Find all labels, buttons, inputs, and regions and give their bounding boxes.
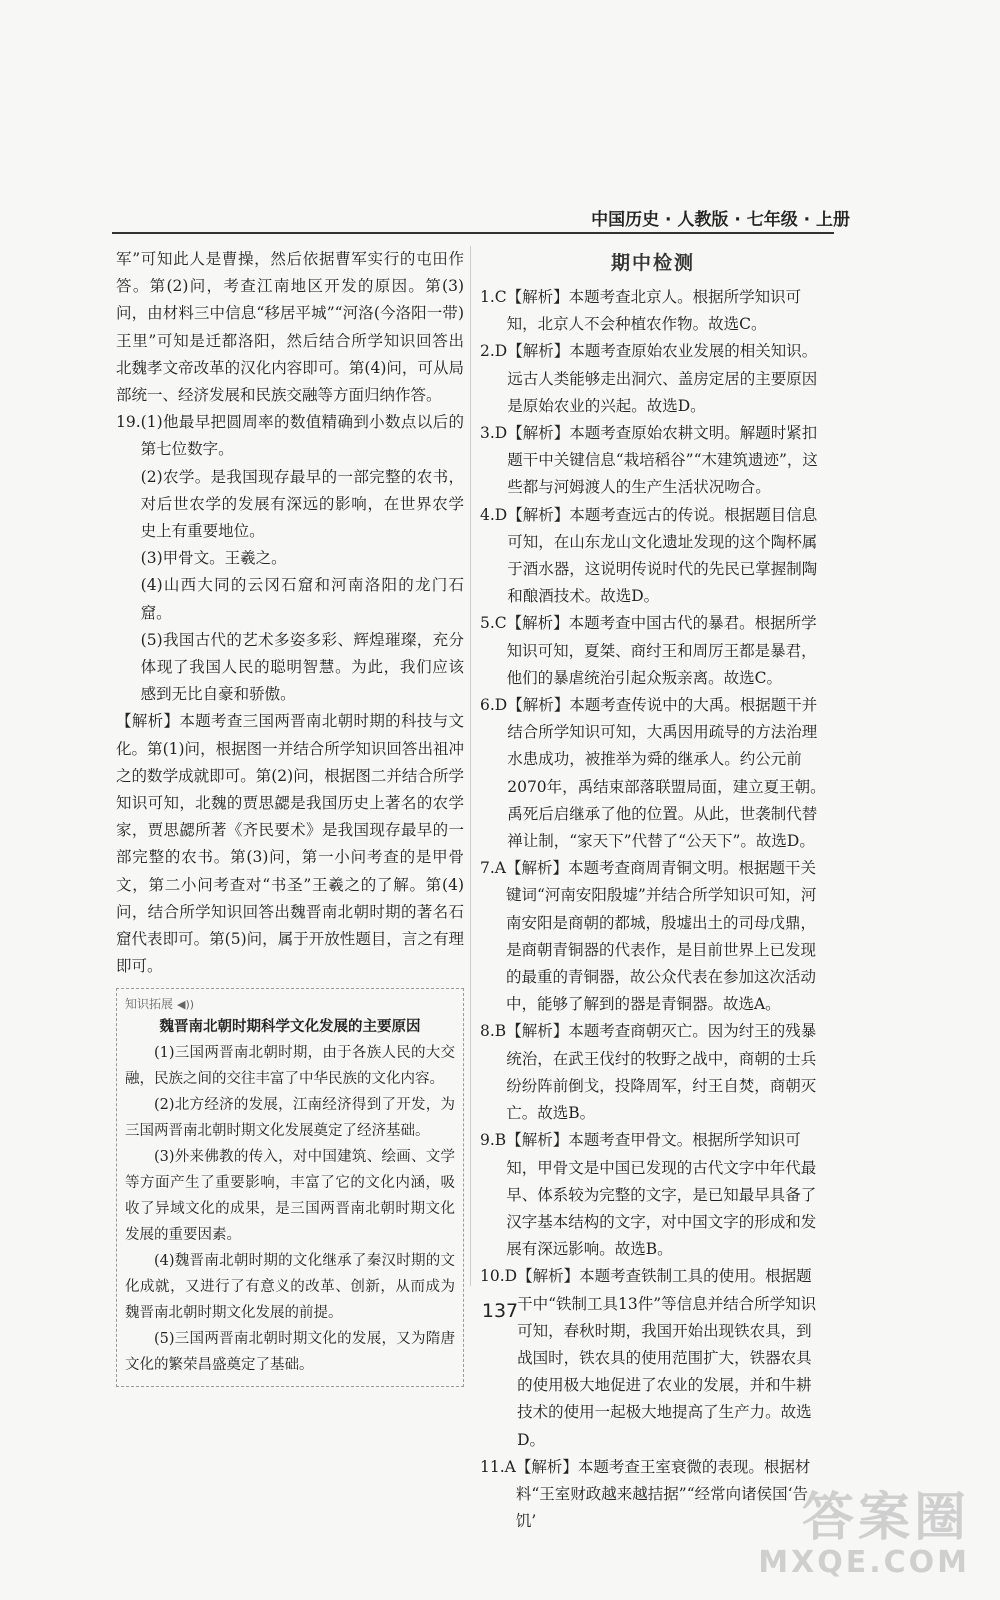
answer-item (480, 284, 826, 338)
answer-item (480, 855, 826, 1018)
column-divider (470, 246, 471, 1286)
knowledge-item-2: (2)北方经济的发展，江南经济得到了开发，为三国两晋南北朝时期文化发展奠定了经济基础。 (125, 1097, 455, 1140)
answer-item (480, 1018, 826, 1127)
left-column (116, 246, 464, 1387)
knowledge-item-5: (5)三国两晋南北朝时期文化的发展，又为隋唐文化的繁荣昌盛奠定了基础。 (125, 1331, 455, 1374)
knowledge-title: 魏晋南北朝时期科学文化发展的主要原因 (159, 1019, 421, 1036)
q19-part-4: (4)山西大同的云冈石窟和河南洛阳的龙门石窟。 (140, 576, 464, 622)
knowledge-item-1: (1)三国两晋南北朝时期，由于各族人民的大交融，民族之间的交往丰富了中华民族的文化内容。 (125, 1045, 455, 1088)
knowledge-box (116, 988, 464, 1387)
answer-item (480, 1263, 826, 1453)
q19-analysis: 【解析】本题考查三国两晋南北朝时期的科技与文化。第(1)问，根据图一并结合所学知识回答出祖冲之的数学成就即可。第(2)问，根据图二并结合所学知识可知，北魏的贾思勰是我国历史上著名的农学家，贾思勰所著《齐民要术》是我国现存最早的一部完整的农书。第(3)问，第一小问考查的是甲骨文，第二小问考查对“书圣”王羲之的了解。第(4)问，结合所学知识回答出魏晋南北朝时期的著名石窟代表即可。第(5)问，属于开放性题目，言之有理即可。 (116, 712, 464, 976)
answer-text: 【解析】本题考查商朝灭亡。因为纣王的残暴统治，在武王伐纣的牧野之战中，商朝的士兵纷纷阵前倒戈，投降周军，纣王自焚，商朝灭亡。故选B。 (506, 1022, 817, 1123)
section-title: 期中检测 (610, 252, 695, 274)
q18-continuation: 军”可知此人是曹操，然后依据曹军实行的屯田作答。第(2)问，考查江南地区开发的原因。第(3)问，由材料三中信息“移居平城”“河洛(今洛阳一带)王里”可知是迁都洛阳，然后结合所学知识回答出北魏孝文帝改革的汉化内容即可。第(4)问，可从局部统一、经济发展和民族交融等方面归纳作答。 (116, 250, 464, 405)
watermark-logo (758, 1490, 970, 1580)
q19-number: 19. (116, 413, 141, 432)
answer-text: 【解析】本题考查远古的传说。根据题目信息可知，在山东龙山文化遗址发现的这个陶杯属于酒水器，这说明传说时代的先民已掌握制陶和酿酒技术。故选D。 (507, 505, 818, 606)
answer-item (480, 1127, 826, 1263)
answer-number: 9.B (480, 1131, 507, 1150)
answer-item (480, 502, 826, 611)
answer-item (480, 338, 826, 420)
answer-number: 1.C (480, 288, 507, 306)
q19-part-5: (5)我国古代的艺术多姿多彩、辉煌璀璨，充分体现了我国人民的聪明智慧。为此，我们应该感到无比自豪和骄傲。 (140, 630, 464, 704)
page-header: 中国历史 · 人教版 · 七年级 · 上册 (591, 210, 850, 230)
answer-number: 11.A (480, 1457, 516, 1476)
q19-answer (116, 409, 464, 708)
q19-part-3: (3)甲骨文。王羲之。 (140, 549, 287, 568)
answer-item (480, 610, 826, 692)
q19-part-1: (1)他最早把圆周率的数值精确到小数点以后的第七位数字。 (140, 413, 464, 459)
knowledge-item-3: (3)外来佛教的传入，对中国建筑、绘画、文学等方面产生了重要影响，丰富了它的文化内涵，吸收了异域文化的成果，是三国两晋南北朝时期文化发展的重要因素。 (125, 1149, 455, 1244)
page-number: 137 (481, 1300, 519, 1322)
answer-text: 【解析】本题考查商周青铜文明。根据题干关键词“河南安阳殷墟”并结合所学知识可知，河南安阳是商朝的都城，殷墟出土的司母戊鼎，是商朝青铜器的代表作，是目前世界上已发现的最重的青铜器，故公众代表在参加这次活动中，能够了解到的器是青铜器。故选A。 (505, 859, 817, 1014)
answer-text: 【解析】本题考查王室衰微的表现。根据材料“王室财政越来越拮据”“经常向诸侯国‘告饥’ (515, 1457, 811, 1531)
answer-text: 【解析】本题考查原始农耕文明。解题时紧扣题干中关键信息“栽培稻谷”“木建筑遗迹”，这些都与河姆渡人的生产生活状况吻合。 (507, 424, 818, 497)
knowledge-tag-label: 知识拓展 (125, 997, 174, 1012)
watermark-text: 答案圈 (801, 1488, 970, 1548)
watermark-url: MXQE.COM (758, 1545, 970, 1580)
answer-number: 8.B (480, 1022, 507, 1041)
answer-text: 【解析】本题考查中国古代的暴君。根据所学知识可知，夏桀、商纣王和周厉王都是暴君，他们的暴虐统治引起众叛亲离。故选C。 (506, 614, 817, 687)
answer-number: 3.D (480, 424, 508, 443)
answer-number: 6.D (480, 696, 508, 715)
answer-number: 5.C (480, 614, 507, 633)
answer-item (480, 420, 826, 502)
answer-item (480, 692, 826, 855)
header-rule (112, 232, 834, 234)
q19-body (141, 409, 464, 708)
answer-text: 【解析】本题考查北京人。根据所学知识可知，北京人不会种植农作物。故选C。 (506, 288, 802, 334)
answer-number: 7.A (480, 859, 506, 878)
right-column (480, 246, 826, 1535)
speaker-icon: ◀︎)) (177, 998, 195, 1012)
q19-part-2: (2)农学。是我国现存最早的一部完整的农书，对后世农学的发展有深远的影响，在世界农学史上有重要地位。 (140, 467, 464, 541)
answer-text: 【解析】本题考查传说中的大禹。根据题干并结合所学知识可知，大禹因用疏导的方法治理水患成功，被推举为舜的继承人。约公元前2070年，禹结束部落联盟局面，建立夏王朝。禹死后启继承了他的位置。从此，世袭制代替禅让制，“家天下”代替了“公天下”。故选D。 (507, 696, 826, 851)
answer-number: 4.D (480, 505, 508, 524)
answer-number: 2.D (480, 342, 508, 361)
knowledge-item-4: (4)魏晋南北朝时期的文化继承了秦汉时期的文化成就，又进行了有意义的改革、创新，从而成为魏晋南北朝时期文化发展的前提。 (125, 1253, 455, 1322)
answer-text: 【解析】本题考查铁制工具的使用。根据题干中“铁制工具13件”等信息并结合所学知识可知，春秋时期，我国开始出现铁农具，到战国时，铁农具的使用范围扩大，铁器农具的使用极大地促进了农业的发展，并和牛耕技术的使用一起极大地提高了生产力。故选D。 (517, 1267, 817, 1449)
knowledge-tag (125, 995, 455, 1014)
answer-text: 【解析】本题考查甲骨文。根据所学知识可知，甲骨文是中国已发现的古代文字中年代最早、体系较为完整的文字，是已知最早具备了汉字基本结构的文字，对中国文字的形成和发展有深远影响。故选B。 (506, 1131, 817, 1259)
answer-text: 【解析】本题考查原始农业发展的相关知识。远古人类能够走出洞穴、盖房定居的主要原因是原始农业的兴起。故选D。 (507, 342, 818, 415)
answer-number: 10.D (480, 1267, 518, 1286)
